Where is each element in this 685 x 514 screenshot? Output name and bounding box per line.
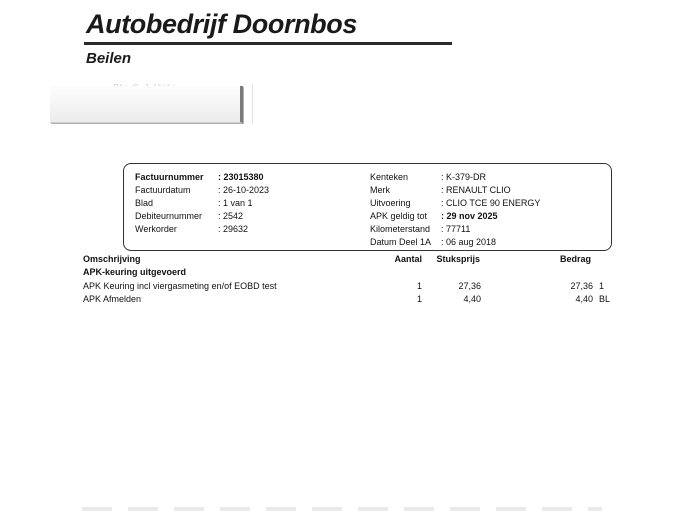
unit-price-column-header: Stuksprijs [436, 254, 480, 264]
company-city: Beilen [86, 50, 132, 67]
table-row [0, 294, 685, 306]
redaction-edge [238, 84, 253, 124]
apk-valid-until-label: APK geldig tot [370, 211, 428, 221]
model-variant-label: Uitvoering [370, 198, 411, 208]
registration-date-value: : 06 aug 2018 [441, 237, 497, 247]
header-rule [84, 42, 452, 45]
table-row [0, 281, 685, 293]
invoice-date-value: : 26-10-2023 [218, 185, 270, 195]
debtor-number-value: : 2542 [218, 211, 244, 221]
footer-text-remnant [82, 507, 602, 511]
invoice-number-value: : 23015380 [218, 172, 264, 182]
debtor-number-label: Debiteurnummer [135, 211, 203, 221]
license-plate-value: : K-379-DR [441, 172, 487, 182]
model-variant-value: : CLIO TCE 90 ENERGY [441, 198, 541, 208]
mileage-value: : 77711 [441, 224, 471, 234]
row-amount: 4,40 [575, 294, 593, 304]
registration-date-label: Datum Deel 1A [370, 237, 432, 247]
address-redaction [50, 86, 243, 123]
license-plate-label: Kenteken [370, 172, 409, 182]
work-order-label: Werkorder [135, 224, 177, 234]
row-amount: 27,36 [570, 281, 593, 291]
invoice-number-label: Factuurnummer [135, 172, 204, 182]
quantity-column-header: Aantal [394, 254, 422, 264]
row-unit-price: 4,40 [463, 294, 481, 304]
row-unit-price: 27,36 [458, 281, 481, 291]
row-code: BL [599, 294, 611, 304]
description-column-header: Omschrijving [83, 254, 141, 264]
company-name: Autobedrijf Doornbos [86, 9, 357, 39]
row-code: 1 [599, 281, 605, 291]
invoice-date-label: Factuurdatum [135, 185, 191, 195]
work-order-value: : 29632 [218, 224, 249, 234]
page-value: : 1 van 1 [218, 198, 253, 208]
amount-column-header: Bedrag [559, 254, 591, 264]
row-description: APK Afmelden [83, 294, 142, 304]
row-quantity: 1 [416, 294, 422, 304]
make-label: Merk [370, 185, 390, 195]
apk-valid-until-value: : 29 nov 2025 [441, 211, 498, 221]
mileage-label: Kilometerstand [370, 224, 431, 234]
page-label: Blad [135, 198, 154, 208]
make-value: : RENAULT CLIO [441, 185, 511, 195]
section-title: APK-keuring uitgevoerd [83, 267, 187, 277]
row-quantity: 1 [416, 281, 422, 291]
row-description: APK Keuring incl viergasmeting en/of EOBD test [83, 281, 277, 291]
